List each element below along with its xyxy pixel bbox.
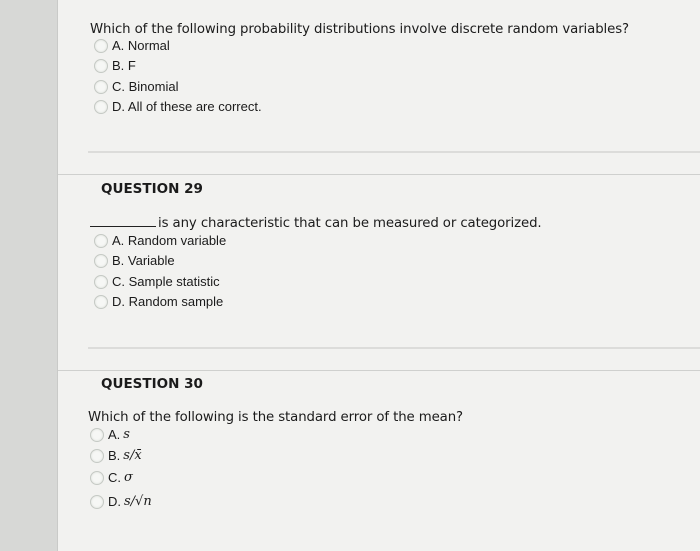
q30-option-a[interactable] <box>90 427 130 442</box>
q30-option-d[interactable] <box>90 494 152 509</box>
radio-button[interactable] <box>90 495 104 509</box>
section-divider <box>58 174 700 175</box>
q30-option-b[interactable] <box>90 448 142 463</box>
question-divider <box>88 151 700 153</box>
option-label: C. <box>108 470 121 485</box>
option-label: D. <box>108 494 121 509</box>
radio-button[interactable] <box>90 471 104 485</box>
radio-button[interactable] <box>90 449 104 463</box>
option-label: B. <box>108 448 121 463</box>
option-math: s/x̄ <box>123 448 142 463</box>
question-29-text <box>90 216 542 231</box>
q28-option-a[interactable] <box>94 38 170 53</box>
radio-button[interactable] <box>94 39 108 53</box>
option-label: D. All of these are correct. <box>112 99 262 114</box>
question-29-sentence: is any characteristic that can be measured or categorized. <box>158 216 542 231</box>
radio-button[interactable] <box>94 100 108 114</box>
option-math: σ <box>124 470 133 485</box>
question-divider <box>88 347 700 349</box>
fill-in-blank <box>90 216 156 227</box>
radio-button[interactable] <box>94 275 108 289</box>
radio-button[interactable] <box>94 234 108 248</box>
option-label: A. Normal <box>112 38 170 53</box>
radio-button[interactable] <box>94 254 108 268</box>
section-divider <box>58 370 700 371</box>
q29-option-b[interactable] <box>94 253 175 268</box>
option-math: s/√n <box>124 494 152 509</box>
q29-option-a[interactable] <box>94 233 226 248</box>
option-label: B. F <box>112 58 136 73</box>
radio-button[interactable] <box>94 295 108 309</box>
radio-button[interactable] <box>90 428 104 442</box>
option-label: B. Variable <box>112 253 175 268</box>
option-label: C. Sample statistic <box>112 274 220 289</box>
option-label: C. Binomial <box>112 79 179 94</box>
q30-option-c[interactable] <box>90 470 133 485</box>
q29-option-d[interactable] <box>94 294 223 309</box>
question-30-text: Which of the following is the standard error of the mean? <box>88 410 464 425</box>
radio-button[interactable] <box>94 59 108 73</box>
option-math: s <box>123 427 130 442</box>
question-29-heading: QUESTION 29 <box>101 181 203 197</box>
q28-option-c[interactable] <box>94 79 178 94</box>
question-28-text: Which of the following probability distributions involve discrete random variables? <box>90 22 630 37</box>
option-label: A. <box>108 427 121 442</box>
option-label: A. Random variable <box>112 233 227 248</box>
radio-button[interactable] <box>94 80 108 94</box>
q28-option-d[interactable] <box>94 99 262 114</box>
option-label: D. Random sample <box>112 294 224 309</box>
q28-option-b[interactable] <box>94 58 136 73</box>
question-30-heading: QUESTION 30 <box>101 376 203 392</box>
q29-option-c[interactable] <box>94 274 220 289</box>
